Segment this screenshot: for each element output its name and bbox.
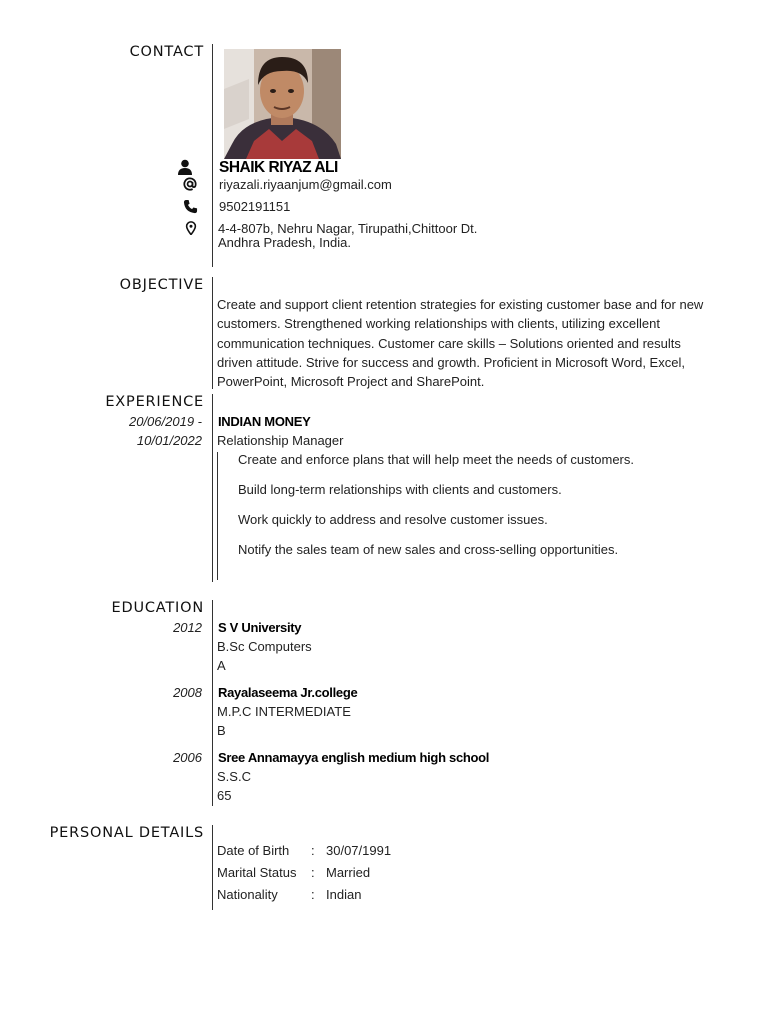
- experience-date-start: 20/06/2019 -: [128, 414, 202, 429]
- personal-separator: :: [311, 887, 315, 902]
- objective-line: PowerPoint, Microsoft Project and SharePoint.: [217, 374, 485, 390]
- experience-divider: [212, 394, 213, 582]
- profile-photo-image: [224, 49, 341, 159]
- experience-bullet: Build long-term relationships with clients and customers.: [238, 482, 562, 497]
- experience-bullets-rule: [217, 452, 218, 580]
- personal-value: Married: [326, 865, 371, 880]
- education-institution: Sree Annamayya english medium high school: [218, 750, 490, 765]
- phone-icon: [183, 199, 198, 214]
- personal-label: Marital Status: [217, 865, 297, 880]
- personal-separator: :: [311, 865, 315, 880]
- personal-label: Nationality: [217, 887, 278, 902]
- location-pin-icon: [185, 221, 197, 235]
- personal-value: Indian: [326, 887, 362, 902]
- education-year: 2008: [173, 685, 202, 700]
- experience-date-end: 10/01/2022: [136, 433, 202, 448]
- experience-bullet: Create and enforce plans that will help meet the needs of customers.: [238, 452, 634, 467]
- full-name: SHAIK RIYAZ ALI: [219, 159, 338, 176]
- objective-heading: OBJECTIVE: [119, 277, 204, 293]
- experience-bullet: Notify the sales team of new sales and cross-selling opportunities.: [238, 542, 619, 557]
- address-line-1: 4-4-807b, Nehru Nagar, Tirupathi,Chittoor Dt.: [218, 221, 478, 236]
- education-grade: B: [217, 723, 226, 738]
- education-year: 2006: [173, 750, 202, 765]
- objective-line: Create and support client retention strategies for existing customer base and for new: [217, 297, 704, 312]
- contact-heading: CONTACT: [129, 44, 204, 60]
- experience-bullet: Work quickly to address and resolve customer issues.: [238, 512, 548, 527]
- education-institution: S V University: [218, 620, 302, 635]
- experience-role: Relationship Manager: [217, 433, 344, 448]
- education-institution: Rayalaseema Jr.college: [218, 685, 358, 700]
- user-icon: [177, 159, 193, 175]
- education-degree: S.S.C: [217, 769, 251, 784]
- objective-line: customers. Strengthened working relationships with clients, utilizing excellent: [217, 316, 660, 332]
- address-line-2: Andhra Pradesh, India.: [218, 235, 351, 250]
- at-icon: [183, 177, 197, 191]
- experience-company: INDIAN MONEY: [218, 414, 311, 429]
- email-address: riyazali.riyaanjum@gmail.com: [219, 177, 392, 192]
- experience-heading: EXPERIENCE: [105, 394, 204, 410]
- education-grade: A: [217, 658, 226, 673]
- profile-photo: [224, 49, 341, 159]
- personal-value: 30/07/1991: [326, 843, 392, 858]
- education-grade: 65: [217, 788, 232, 803]
- contact-divider: [212, 44, 213, 267]
- education-degree: B.Sc Computers: [217, 639, 312, 654]
- objective-divider: [212, 277, 213, 389]
- objective-text: [217, 295, 757, 391]
- personal-details-divider: [212, 825, 213, 910]
- education-divider: [212, 600, 213, 806]
- phone-number: 9502191151: [219, 199, 291, 214]
- education-year: 2012: [173, 620, 202, 635]
- personal-separator: :: [311, 843, 315, 858]
- objective-line: communication techniques. Customer care skills – Solutions oriented and results: [217, 335, 681, 351]
- personal-label: Date of Birth: [217, 843, 290, 858]
- education-degree: M.P.C INTERMEDIATE: [217, 704, 351, 719]
- personal-details-heading: PERSONAL DETAILS: [49, 825, 204, 841]
- objective-line: driven attitude. Strive for success and growth. Proficient in Microsoft Word, Excel,: [217, 354, 685, 370]
- education-heading: EDUCATION: [111, 600, 204, 616]
